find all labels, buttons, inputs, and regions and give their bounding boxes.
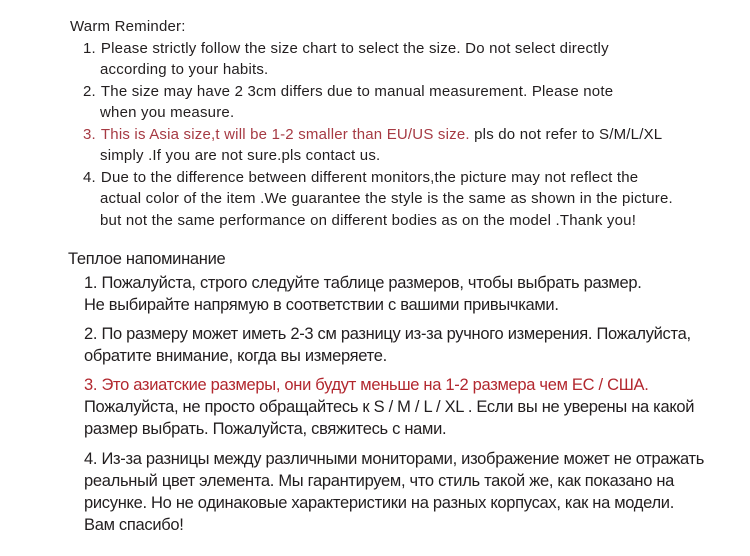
english-item-4 (83, 167, 673, 232)
english-item-3-line-2: simply .If you are not sure.pls contact us. (100, 147, 381, 164)
item-text-highlight: This is Asia size,t will be 1-2 smaller than EU/US size. (100, 125, 470, 143)
russian-item-4-line-1: 4. Из-за разницы между различными мониторами, изображение может не отражать (84, 450, 705, 468)
item-text: Due to the difference between different monitors,the picture may not reflect the (100, 168, 639, 186)
item-text: The size may have 2 3cm differs due to manual measurement. Please note (100, 82, 614, 100)
russian-item-1-line-1: 1. Пожалуйста, строго следуйте таблице размеров, чтобы выбрать размер. (84, 274, 642, 292)
item-number: 4. (83, 168, 96, 186)
english-item-2 (83, 81, 673, 124)
english-item-4-line-2: actual color of the item .We guarantee the style is the same as shown in the picture. (100, 190, 673, 207)
russian-item-2 (84, 323, 704, 367)
english-item-1-line-1 (83, 38, 673, 60)
russian-item-1-line-2: Не выбирайте напрямую в соответствии с вашими привычками. (84, 296, 559, 314)
russian-reminder-section (68, 248, 704, 536)
russian-item-2-line-1: 2. По размеру может иметь 2-3 см разницу из-за ручного измерения. Пожалуйста, (84, 325, 691, 343)
russian-item-4-line-4: Вам спасибо! (84, 516, 184, 534)
russian-item-3-highlight-line: 3. Это азиатские размеры, они будут меньше на 1-2 размера чем ЕС / США. (84, 376, 649, 394)
item-number: 2. (83, 82, 96, 100)
english-item-4-line-1 (83, 167, 673, 189)
russian-item-2-line-2: обратите внимание, когда вы измеряете. (84, 347, 387, 365)
english-item-4-line-3: but not the same performance on different bodies as on the model .Thank you! (100, 211, 637, 229)
english-item-3 (83, 124, 673, 167)
russian-item-4 (84, 448, 704, 536)
russian-item-4-line-2: реальный цвет элемента. Мы гарантируем, что стиль такой же, как показано на (84, 472, 675, 490)
english-title: Warm Reminder: (70, 18, 186, 35)
russian-item-3-line-3: размер выбрать. Пожалуйста, свяжитесь с нами. (84, 420, 447, 438)
item-number: 3. (83, 125, 96, 143)
english-reminder-section (70, 16, 673, 231)
russian-item-4-line-3: рисунке. Но не одинаковые характеристики на разных корпусах, как на модели. (84, 494, 674, 512)
english-item-3-line-1 (83, 124, 673, 146)
item-number: 1. (83, 39, 96, 57)
item-text: pls do not refer to S/M/L/XL (469, 125, 663, 143)
english-item-2-line-1 (83, 81, 673, 103)
english-item-2-line-2: when you measure. (100, 104, 235, 121)
item-text: Please strictly follow the size chart to select the size. Do not select directly (100, 39, 609, 57)
english-item-1 (83, 38, 673, 81)
russian-item-1 (84, 272, 704, 316)
russian-title: Теплое напоминание (68, 250, 226, 268)
russian-item-3-line-2: Пожалуйста, не просто обращайтесь к S / M / L / XL . Если вы не уверены на какой (84, 398, 695, 416)
russian-item-3 (84, 374, 704, 440)
english-item-1-line-2: according to your habits. (100, 61, 269, 78)
